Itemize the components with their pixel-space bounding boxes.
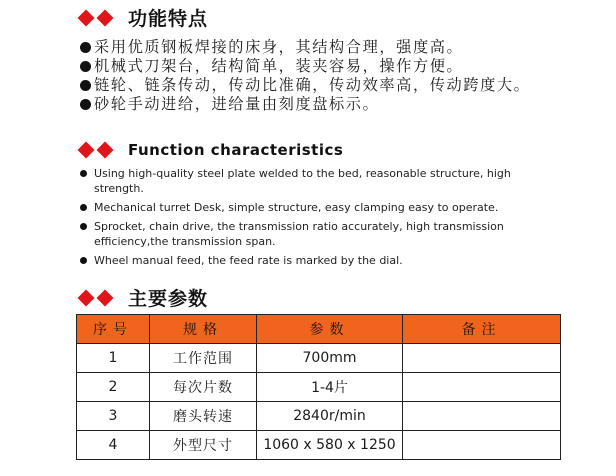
list-item: 砂轮手动进给，进给量由刻度盘标示。: [80, 95, 550, 114]
list-item: Sprocket, chain drive, the transmission ratio accurately, high transmission efficiency,the transmission span.: [80, 219, 558, 249]
features-cn-list: [80, 38, 550, 114]
red-diamond-icons: [80, 144, 118, 156]
features-en-title: Function characteristics: [128, 141, 344, 159]
cell-spec: 工作范围: [150, 344, 257, 373]
table-row: [77, 373, 561, 402]
header-index: 序号: [77, 315, 150, 344]
features-cn-title: 功能特点: [128, 8, 209, 30]
cell-spec: 磨头转速: [150, 402, 257, 431]
cell-index: 1: [77, 344, 150, 373]
red-diamond-icon: [97, 142, 114, 159]
list-item: 链轮、链条传动，传动比准确，传动效率高，传动跨度大。: [80, 76, 550, 95]
header-remark: 备注: [403, 315, 561, 344]
cell-remark: [403, 344, 561, 373]
params-title: 主要参数: [128, 288, 209, 310]
table-row: [77, 402, 561, 431]
list-item: Wheel manual feed, the feed rate is marked by the dial.: [80, 253, 558, 268]
cell-remark: [403, 402, 561, 431]
cell-remark: [403, 373, 561, 402]
cell-index: 4: [77, 431, 150, 460]
cell-spec: 外型尺寸: [150, 431, 257, 460]
params-heading: [80, 284, 208, 311]
red-diamond-icons: [80, 12, 118, 24]
red-diamond-icon: [97, 289, 114, 306]
red-diamond-icon: [78, 142, 95, 159]
table-header-row: [77, 315, 561, 344]
params-table: [76, 314, 561, 460]
red-diamond-icons: [80, 292, 118, 304]
features-cn-heading: [80, 4, 208, 31]
cell-index: 2: [77, 373, 150, 402]
cell-remark: [403, 431, 561, 460]
cell-index: 3: [77, 402, 150, 431]
cell-value: 1-4片: [257, 373, 403, 402]
list-item: Using high-quality steel plate welded to the bed, reasonable structure, high strength.: [80, 166, 558, 196]
features-en-list: [80, 166, 558, 268]
cell-value: 1060 x 580 x 1250: [257, 431, 403, 460]
list-item: Mechanical turret Desk, simple structure, easy clamping easy to operate.: [80, 200, 558, 215]
list-item: 采用优质钢板焊接的床身，其结构合理，强度高。: [80, 38, 550, 57]
red-diamond-icon: [78, 9, 95, 26]
cell-value: 2840r/min: [257, 402, 403, 431]
red-diamond-icon: [78, 289, 95, 306]
header-spec: 规格: [150, 315, 257, 344]
header-value: 参数: [257, 315, 403, 344]
cell-spec: 每次片数: [150, 373, 257, 402]
table-row: [77, 431, 561, 460]
features-en-heading: [80, 141, 343, 159]
red-diamond-icon: [97, 9, 114, 26]
list-item: 机械式刀架台，结构简单，装夹容易，操作方便。: [80, 57, 550, 76]
cell-value: 700mm: [257, 344, 403, 373]
table-row: [77, 344, 561, 373]
